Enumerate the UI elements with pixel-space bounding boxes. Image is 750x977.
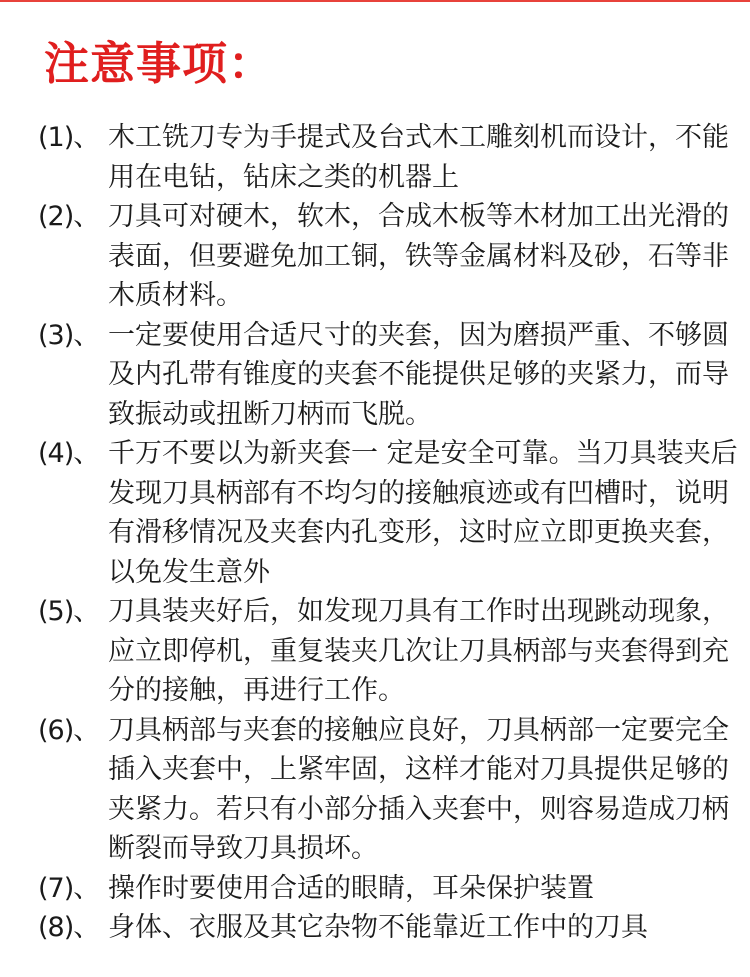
- notes-list: [38, 118, 738, 948]
- note-text: 刀具柄部与夹套的接触应良好，刀具柄部一定要完全插入夹套中，上紧牢固，这样才能对刀具提供足够的夹紧力。若只有小部分插入夹套中，则容易造成刀柄断裂而导致刀具损坏。: [108, 714, 729, 864]
- note-text: 千万不要以为新夹套一 定是安全可靠。当刀具装夹后发现刀具柄部有不均匀的接触痕迹或有凹槽时，说明有滑移情况及夹套内孔变形，这时应立即更换夹套，以免发生意外: [108, 438, 738, 588]
- note-number: (3)、: [38, 319, 100, 351]
- note-text: 操作时要使用合适的眼睛，耳朵保护装置: [108, 872, 594, 904]
- note-number: (6)、: [38, 714, 100, 746]
- note-number: (7)、: [38, 872, 100, 904]
- note-number: (8)、: [38, 912, 100, 943]
- note-item-5: [38, 592, 738, 711]
- note-number: (4)、: [38, 438, 100, 469]
- note-number: (5)、: [38, 596, 100, 627]
- note-item-2: [38, 197, 738, 316]
- note-text: 刀具可对硬木，软木，合成木板等木材加工出光滑的表面，但要避免加工铜，铁等金属材料及砂，石等非木质材料。: [108, 201, 729, 311]
- note-number: (2)、: [38, 201, 100, 232]
- note-item-8: [38, 908, 738, 948]
- note-text: 木工铣刀专为手提式及台式木工雕刻机而设计，不能用在电钻，钻床之类的机器上: [108, 122, 729, 193]
- note-number: (1)、: [38, 122, 100, 153]
- note-item-1: [38, 118, 738, 197]
- note-text: 身体、衣服及其它杂物不能靠近工作中的刀具: [108, 912, 648, 943]
- note-item-4: [38, 434, 738, 592]
- top-divider: [0, 0, 750, 2]
- note-item-7: [38, 869, 738, 909]
- page-title: 注意事项：: [44, 37, 275, 90]
- note-text: 一定要使用合适尺寸的夹套，因为磨损严重、不够圆及内孔带有锥度的夹套不能提供足够的夹紧力，而导致振动或扭断刀柄而飞脱。: [108, 319, 729, 430]
- note-text: 刀具装夹好后，如发现刀具有工作时出现跳动现象，应立即停机，重复装夹几次让刀具柄部与夹套得到充分的接触，再进行工作。: [108, 596, 729, 706]
- note-item-3: [38, 316, 738, 435]
- note-item-6: [38, 711, 738, 869]
